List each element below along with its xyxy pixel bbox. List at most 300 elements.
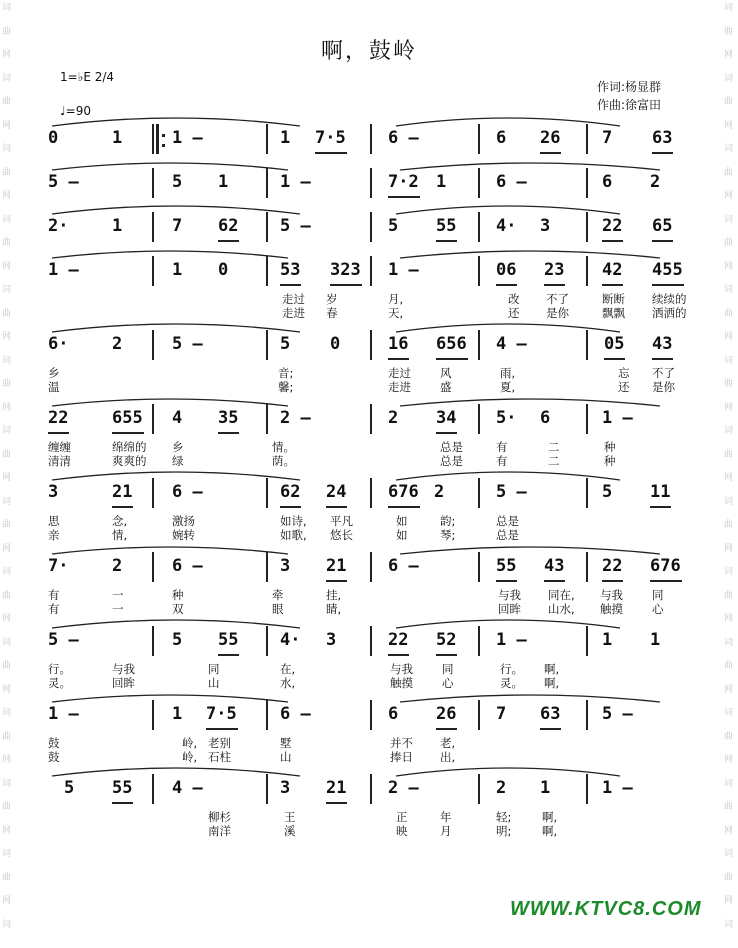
watermark-char: 曲 (2, 872, 12, 883)
lyric: 不了 (652, 366, 675, 380)
note: 1 (280, 128, 291, 148)
eighth-beam (602, 240, 623, 242)
watermark-char: 词 (724, 285, 734, 295)
lyric: 灵。 (500, 676, 523, 690)
note: 7·5 (315, 128, 346, 148)
lyric: 老别 (208, 736, 231, 750)
eighth-beam (388, 654, 409, 656)
lyric: 同 (652, 588, 664, 602)
watermark-char: 词 (724, 214, 734, 225)
lyric: 同 (442, 662, 454, 676)
lyric: 馨; (278, 380, 294, 394)
barline (266, 478, 268, 508)
repeat-barline (156, 124, 159, 154)
lyric: 岭, (182, 736, 198, 750)
barline (478, 626, 480, 656)
lyric: 年 (440, 810, 452, 824)
note: 05 (604, 334, 625, 354)
watermark-char: 曲 (724, 872, 734, 883)
note: 22 (602, 216, 623, 236)
lyric: 牵 (272, 588, 284, 602)
watermark-char: 曲 (2, 238, 12, 248)
note: 5 – (602, 704, 633, 724)
watermark-char: 词 (724, 73, 734, 84)
lyric: 是你 (546, 306, 569, 320)
lyric: 乡 (172, 440, 184, 454)
note: 1 – (602, 778, 633, 798)
lyric: 风 (440, 366, 452, 380)
note: 676 (388, 482, 419, 502)
barline (586, 256, 588, 286)
slur (52, 251, 288, 258)
watermark-char: 网 (724, 755, 734, 765)
watermark-char: 词 (2, 3, 12, 13)
watermark-char: 曲 (2, 97, 12, 107)
note: 1 (540, 778, 551, 798)
watermark-char: 网 (724, 261, 734, 272)
lyric: 有 (496, 454, 508, 468)
barline (266, 212, 268, 242)
eighth-beam (650, 506, 671, 508)
lyric: 南洋 (208, 824, 231, 838)
note: 7· (48, 556, 69, 576)
watermark-char: 词 (724, 637, 734, 648)
note: 4· (496, 216, 517, 236)
lyric: 出, (440, 750, 456, 764)
lyric: 盛 (440, 380, 452, 394)
watermark-char: 网 (2, 614, 12, 624)
lyric: 亲 (48, 528, 60, 542)
note: 23 (544, 260, 565, 280)
barline (586, 168, 588, 198)
eighth-beam (326, 580, 347, 582)
note: 1 (112, 128, 123, 148)
lyric: 种 (604, 454, 616, 468)
note: 1 (650, 630, 661, 650)
note: 4· (280, 630, 301, 650)
lyric: 飘飘 (602, 306, 625, 320)
watermark-char: 曲 (724, 731, 734, 742)
note: 5 (388, 216, 399, 236)
eighth-beam (326, 506, 347, 508)
watermark-char: 词 (2, 73, 12, 84)
eighth-beam (544, 284, 565, 286)
watermark-char: 曲 (724, 449, 734, 460)
lyric: 婉转 (172, 528, 195, 542)
note: 6 – (388, 556, 419, 576)
note: 0 (330, 334, 341, 354)
watermark-char: 词 (724, 3, 734, 13)
note: 1 – (602, 408, 633, 428)
note: 2 (650, 172, 661, 192)
eighth-beam (436, 654, 457, 656)
watermark-char: 词 (2, 285, 12, 295)
watermark-char: 曲 (2, 308, 12, 319)
watermark-char: 曲 (2, 802, 12, 812)
note: 1 – (172, 128, 203, 148)
note: 455 (652, 260, 683, 280)
watermark-char: 网 (724, 684, 734, 695)
watermark-char: 网 (2, 543, 12, 554)
lyric: 总是 (496, 514, 519, 528)
lyric: 鼓 (48, 736, 60, 750)
lyric: 春 (326, 306, 338, 320)
lyric: 同在, (548, 588, 575, 602)
lyric: 啊, (542, 824, 558, 838)
lyric: 墅 (280, 736, 292, 750)
watermark-char: 词 (2, 919, 12, 930)
eighth-beam (436, 728, 457, 730)
lyric: 岁 (326, 292, 338, 306)
lyric: 有 (48, 588, 60, 602)
lyric: 温 (48, 380, 60, 394)
eighth-beam (540, 152, 561, 154)
watermark-char: 网 (2, 191, 12, 201)
lyric: 映 (396, 824, 408, 838)
watermark-char: 网 (2, 473, 12, 483)
lyric: 悠长 (330, 528, 353, 542)
note: 2 (434, 482, 445, 502)
note: 63 (652, 128, 673, 148)
lyric: 并不 (390, 736, 413, 750)
note: 656 (436, 334, 467, 354)
eighth-beam (496, 580, 517, 582)
watermark-char: 网 (2, 825, 12, 836)
watermark-char: 网 (2, 50, 12, 60)
note: 55 (112, 778, 133, 798)
barline (478, 774, 480, 804)
lyric: 王 (284, 810, 296, 824)
watermark-char: 词 (2, 426, 12, 436)
lyric: 情, (112, 528, 128, 542)
note: 7·2 (388, 172, 419, 192)
lyric: 石柱 (208, 750, 231, 764)
barline (266, 774, 268, 804)
note: 5 – (172, 334, 203, 354)
lyric: 双 (172, 602, 184, 616)
watermark-char: 网 (2, 332, 12, 342)
watermark-char: 词 (724, 144, 734, 154)
note: 4 (172, 408, 183, 428)
watermark-char: 网 (724, 191, 734, 201)
note: 1 – (280, 172, 311, 192)
barline (478, 404, 480, 434)
barline (152, 212, 154, 242)
barline (586, 212, 588, 242)
note: 42 (602, 260, 623, 280)
note: 34 (436, 408, 457, 428)
note: 24 (326, 482, 347, 502)
note: 676 (650, 556, 681, 576)
watermark-char: 曲 (724, 520, 734, 530)
note: 1 – (48, 260, 79, 280)
note: 22 (388, 630, 409, 650)
barline (266, 700, 268, 730)
lyric: 走进 (282, 306, 305, 320)
eighth-beam (602, 580, 623, 582)
note: 1 (112, 216, 123, 236)
lyric: 思 (48, 514, 60, 528)
lyric: 挂, (326, 588, 342, 602)
lyric: 雨, (500, 366, 516, 380)
lyric: 洒洒的 (652, 306, 687, 320)
eighth-beam (206, 728, 238, 730)
lyric: 溪 (284, 824, 296, 838)
watermark-char: 网 (724, 614, 734, 624)
lyric: 天, (388, 306, 404, 320)
barline (152, 168, 154, 198)
lyric: 音; (278, 366, 294, 380)
watermark-char: 词 (2, 708, 12, 718)
repeat-dot (162, 144, 165, 147)
lyric: 还 (508, 306, 520, 320)
barline (478, 478, 480, 508)
eighth-beam (218, 654, 239, 656)
note: 1 (172, 704, 183, 724)
note: 5· (496, 408, 517, 428)
lyric: 种 (172, 588, 184, 602)
note: 55 (436, 216, 457, 236)
barline (266, 330, 268, 360)
watermark-char: 词 (2, 144, 12, 154)
lyric: 续续的 (652, 292, 687, 306)
note: 62 (218, 216, 239, 236)
lyric: 总是 (496, 528, 519, 542)
barline (586, 552, 588, 582)
lyric: 啊, (544, 676, 560, 690)
barline (152, 124, 154, 154)
barline (370, 256, 372, 286)
lyric: 回眸 (498, 602, 521, 616)
note: 1 (172, 260, 183, 280)
note: 52 (436, 630, 457, 650)
eighth-beam (218, 240, 239, 242)
lyric: 与我 (600, 588, 623, 602)
lyric: 行。 (48, 662, 71, 676)
slur (52, 695, 288, 702)
watermark-char: 网 (724, 473, 734, 483)
barline (266, 256, 268, 286)
eighth-beam (112, 432, 144, 434)
lyric: 不了 (546, 292, 569, 306)
lyric: 荫。 (272, 454, 295, 468)
note: 6 – (172, 556, 203, 576)
lyric: 还 (618, 380, 630, 394)
watermark-char: 网 (724, 120, 734, 131)
note: 323 (330, 260, 361, 280)
note: 2· (48, 216, 69, 236)
eighth-beam (436, 240, 457, 242)
eighth-beam (602, 284, 623, 286)
key-signature: 1=♭E 2/4 (60, 70, 115, 84)
lyric: 一 (112, 602, 124, 616)
note: 6 (540, 408, 551, 428)
watermark-char: 曲 (724, 238, 734, 248)
barline (370, 168, 372, 198)
lyric: 触摸 (390, 676, 413, 690)
barline (266, 626, 268, 656)
note: 6 (388, 704, 399, 724)
lyric: 如诗, (280, 514, 307, 528)
note: 35 (218, 408, 239, 428)
lyric: 行。 (500, 662, 523, 676)
note: 16 (388, 334, 409, 354)
slur (52, 768, 300, 776)
lyric: 情。 (272, 440, 295, 454)
lyric: 二 (548, 454, 560, 468)
note: 43 (652, 334, 673, 354)
note: 6 – (172, 482, 203, 502)
watermark-char: 网 (724, 50, 734, 60)
barline (586, 404, 588, 434)
barline (370, 700, 372, 730)
composer-credit: 作曲:徐富田 (597, 98, 662, 112)
lyric: 在, (280, 662, 296, 676)
lyric: 山 (208, 676, 220, 690)
lyric: 总是 (440, 454, 463, 468)
lyric: 绵绵的 (112, 440, 147, 454)
lyricist-credit: 作词:杨显群 (597, 80, 662, 94)
note: 6 – (388, 128, 419, 148)
lyric: 捧日 (390, 750, 413, 764)
barline (370, 124, 372, 154)
lyric: 二 (548, 440, 560, 454)
note: 5 – (48, 630, 79, 650)
watermark-char: 网 (724, 402, 734, 413)
slur (400, 251, 660, 258)
note: 0 (48, 128, 59, 148)
watermark-char: 词 (724, 778, 734, 789)
lyric: 啊, (544, 662, 560, 676)
watermark-char: 词 (724, 708, 734, 718)
barline (266, 168, 268, 198)
barline (152, 404, 154, 434)
lyric: 啊, (542, 810, 558, 824)
barline (478, 212, 480, 242)
note: 26 (436, 704, 457, 724)
note: 1 – (388, 260, 419, 280)
lyric: 同 (208, 662, 220, 676)
lyric: 是你 (652, 380, 675, 394)
lyric: 眼 (272, 602, 284, 616)
watermark-char: 曲 (724, 590, 734, 601)
watermark-char: 曲 (724, 97, 734, 107)
note: 5 (64, 778, 75, 798)
eighth-beam (496, 284, 517, 286)
note: 3 (280, 778, 291, 798)
slur (400, 163, 660, 170)
watermark-char: 词 (2, 214, 12, 225)
watermark-char: 网 (2, 402, 12, 413)
lyric: 总是 (440, 440, 463, 454)
eighth-beam (280, 506, 301, 508)
slur (400, 399, 660, 406)
note: 6 (496, 128, 507, 148)
note: 63 (540, 704, 561, 724)
lyric: 韵; (440, 514, 456, 528)
slur (52, 620, 300, 628)
lyric: 夏, (500, 380, 516, 394)
watermark-char: 网 (2, 261, 12, 272)
note: 55 (218, 630, 239, 650)
watermark-char: 词 (2, 355, 12, 366)
barline (152, 774, 154, 804)
watermark-char: 词 (724, 355, 734, 366)
slur (52, 399, 288, 406)
note: 5 (172, 172, 183, 192)
note: 7 (602, 128, 613, 148)
barline (152, 478, 154, 508)
eighth-beam (652, 152, 673, 154)
watermark-char: 网 (2, 120, 12, 131)
note: 06 (496, 260, 517, 280)
lyric: 轻; (496, 810, 512, 824)
watermark-char: 网 (724, 543, 734, 554)
barline (370, 478, 372, 508)
eighth-beam (436, 358, 468, 360)
note: 22 (602, 556, 623, 576)
lyric: 走过 (388, 366, 411, 380)
lyric: 忘 (618, 366, 630, 380)
lyric: 柳杉 (208, 810, 231, 824)
note: 21 (326, 556, 347, 576)
note: 1 (436, 172, 447, 192)
watermark-char: 词 (724, 849, 734, 859)
song-title: 啊，鼓岭 (320, 39, 417, 64)
watermark-char: 曲 (2, 520, 12, 530)
lyric: 一 (112, 588, 124, 602)
note: 2 – (388, 778, 419, 798)
note: 62 (280, 482, 301, 502)
lyric: 山水, (548, 602, 575, 616)
lyric: 与我 (390, 662, 413, 676)
eighth-beam (652, 358, 673, 360)
watermark-char: 词 (724, 567, 734, 577)
slur (52, 118, 300, 126)
eighth-beam (218, 432, 239, 434)
watermark-char: 曲 (2, 167, 12, 178)
left-watermark (0, 0, 16, 948)
watermark-char: 曲 (724, 661, 734, 671)
note: 1 – (48, 704, 79, 724)
eighth-beam (652, 240, 673, 242)
barline (370, 774, 372, 804)
note: 1 (218, 172, 229, 192)
note: 11 (650, 482, 671, 502)
eighth-beam (652, 284, 684, 286)
slur (400, 695, 660, 702)
eighth-beam (326, 802, 347, 804)
lyric: 断断 (602, 292, 625, 306)
note: 5 – (496, 482, 527, 502)
watermark-char: 词 (724, 426, 734, 436)
note: 7·5 (206, 704, 237, 724)
slur (400, 547, 660, 554)
note: 6 – (280, 704, 311, 724)
lyric: 老, (440, 736, 456, 750)
eighth-beam (604, 358, 625, 360)
watermark-char: 网 (2, 684, 12, 695)
lyric: 念, (112, 514, 128, 528)
barline (478, 700, 480, 730)
note: 2 – (280, 408, 311, 428)
eighth-beam (540, 728, 561, 730)
barline (152, 330, 154, 360)
barline (586, 330, 588, 360)
eighth-beam (436, 432, 457, 434)
barline (478, 330, 480, 360)
barline (266, 404, 268, 434)
